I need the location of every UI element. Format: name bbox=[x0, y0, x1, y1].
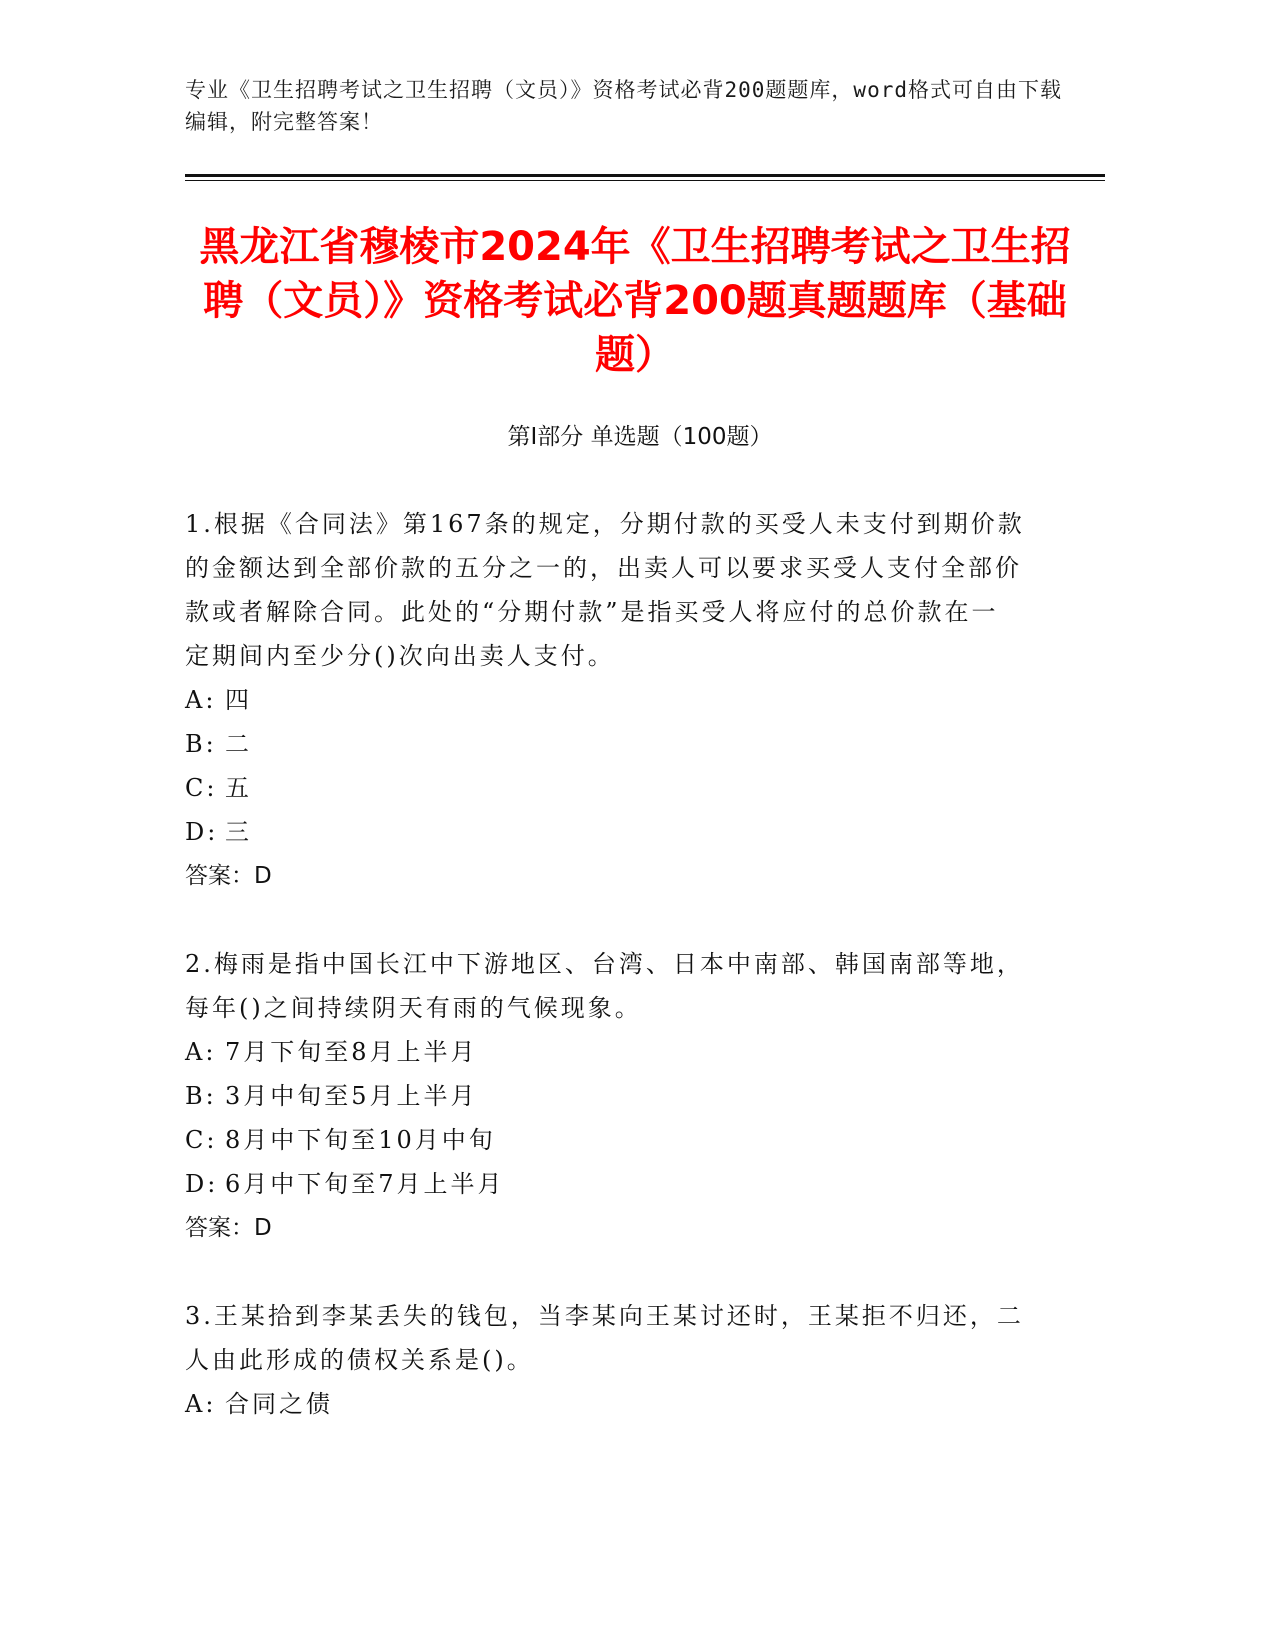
question-3 bbox=[185, 1294, 1025, 1426]
section-title: 第Ⅰ部分 单选题（100题） bbox=[507, 424, 773, 450]
question-stem: 2.梅雨是指中国长江中下游地区、台湾、日本中南部、韩国南部等地，每年()之间持续阴天有雨的气候现象。 bbox=[185, 950, 1024, 1022]
option-text: 8月中下旬至10月中旬 bbox=[225, 1126, 496, 1154]
option-text: 四 bbox=[225, 686, 252, 714]
option-text: 合同之债 bbox=[225, 1390, 333, 1418]
header-rule-thin bbox=[185, 180, 1105, 181]
option-d bbox=[185, 810, 1025, 854]
header-rule-thick bbox=[185, 174, 1105, 177]
option-text: 6月中下旬至7月上半月 bbox=[225, 1170, 505, 1198]
question-1 bbox=[185, 502, 1025, 898]
question-stem: 3.王某拾到李某丢失的钱包，当李某向王某讨还时，王某拒不归还，二人由此形成的债权关系是()。 bbox=[185, 1302, 1024, 1374]
option-b bbox=[185, 722, 1025, 766]
option-c bbox=[185, 766, 1025, 810]
answer-line: 答案：D bbox=[185, 1215, 272, 1241]
question-stem: 1.根据《合同法》第167条的规定，分期付款的买受人未支付到期价款的金额达到全部价款的五分之一的，出卖人可以要求买受人支付全部价款或者解除合同。此处的“分期付款”是指买受人将应付的总价款在一定期间内至少分()次向出卖人支付。 bbox=[185, 510, 1025, 670]
option-label: B: bbox=[185, 730, 217, 758]
option-a bbox=[185, 1030, 1025, 1074]
option-a bbox=[185, 1382, 1025, 1426]
option-label: A: bbox=[185, 1390, 217, 1418]
answer-line: 答案：D bbox=[185, 863, 272, 889]
option-text: 三 bbox=[225, 818, 252, 846]
question-list bbox=[185, 502, 1025, 1470]
header-note: 专业《卫生招聘考试之卫生招聘（文员）》资格考试必背200题题库，word格式可自由下载编辑，附完整答案！ bbox=[185, 78, 1062, 134]
option-label: D: bbox=[185, 818, 219, 846]
option-label: C: bbox=[185, 774, 218, 802]
option-c bbox=[185, 1118, 1025, 1162]
option-d bbox=[185, 1162, 1025, 1206]
option-label: D: bbox=[185, 1170, 219, 1198]
option-label: C: bbox=[185, 1126, 218, 1154]
option-text: 五 bbox=[225, 774, 252, 802]
option-text: 二 bbox=[225, 730, 252, 758]
document-title: 黑龙江省穆棱市2024年《卫生招聘考试之卫生招聘（文员）》资格考试必背200题真题题库（基础题） bbox=[199, 224, 1071, 378]
option-a bbox=[185, 678, 1025, 722]
option-label: A: bbox=[185, 686, 217, 714]
option-label: A: bbox=[185, 1038, 217, 1066]
option-text: 3月中旬至5月上半月 bbox=[225, 1082, 478, 1110]
option-b bbox=[185, 1074, 1025, 1118]
option-text: 7月下旬至8月上半月 bbox=[225, 1038, 478, 1066]
option-label: B: bbox=[185, 1082, 217, 1110]
question-2 bbox=[185, 942, 1025, 1250]
